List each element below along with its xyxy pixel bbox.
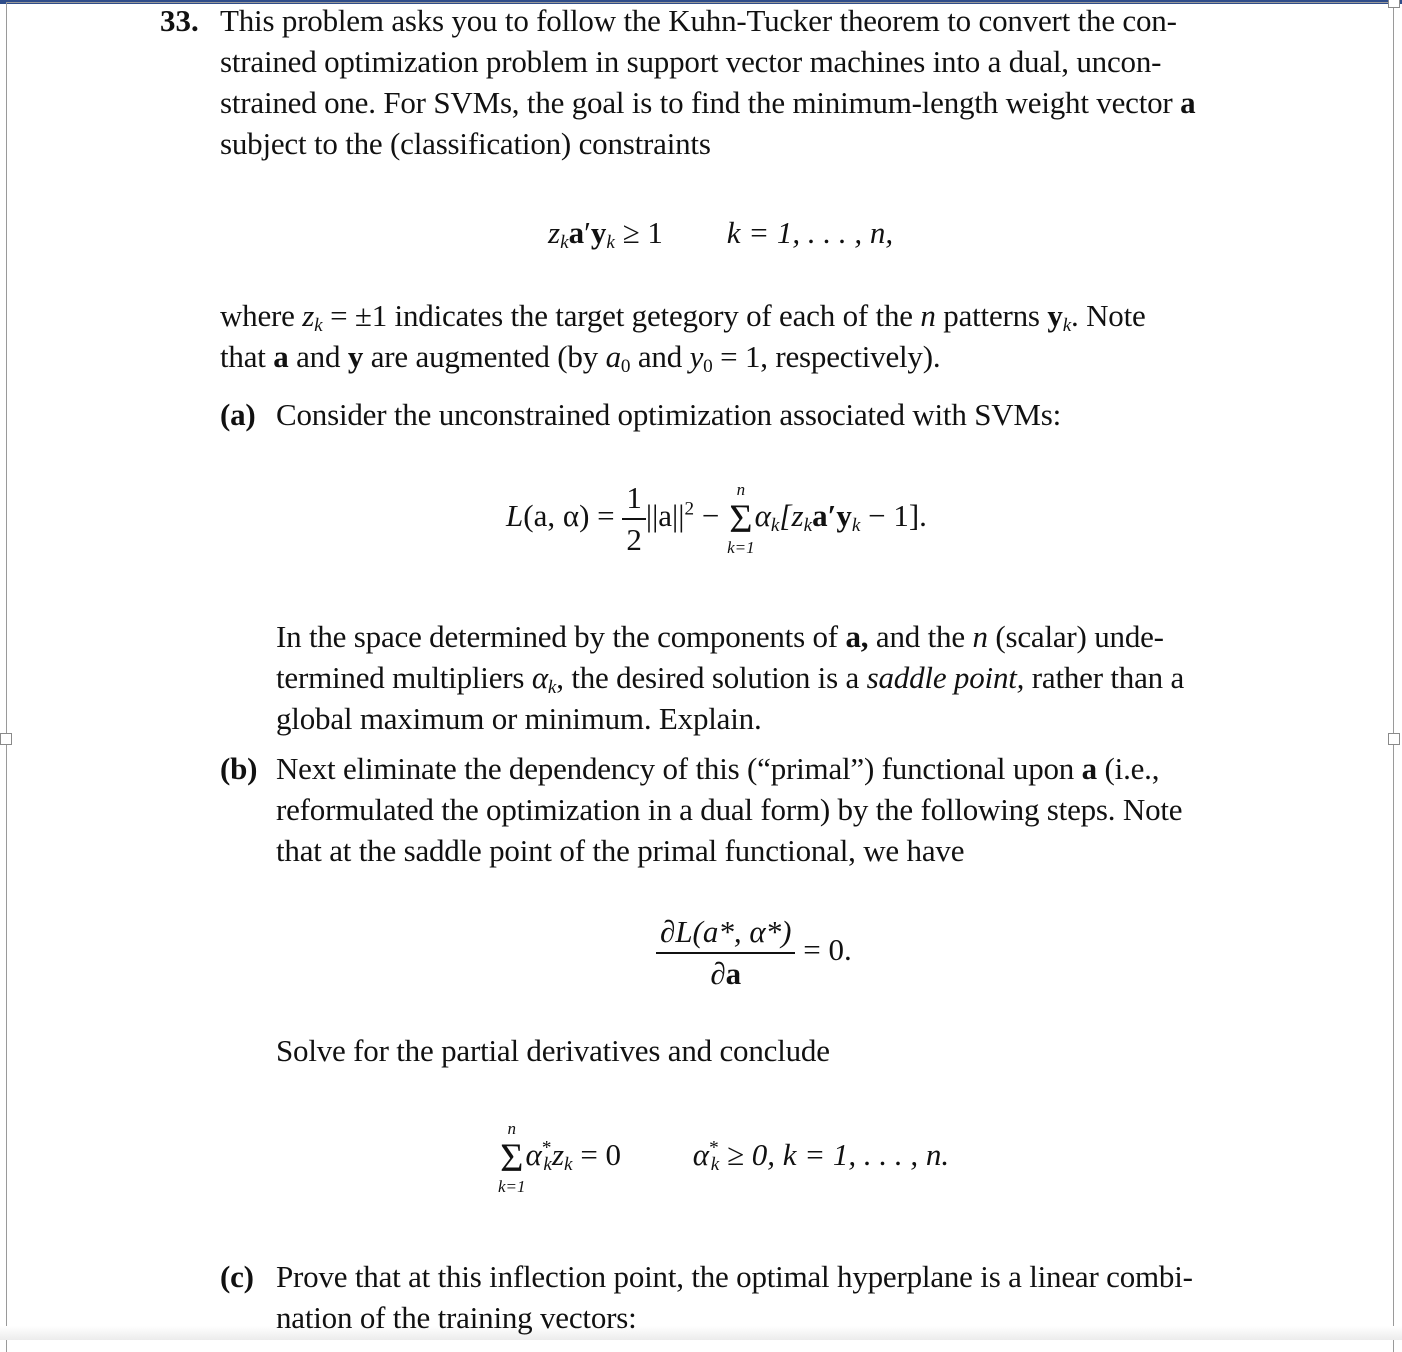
b-line1-p1: Next eliminate the dependency of this (“primal”) functional upon [276, 751, 1075, 786]
intro-line-3-text: strained one. For SVMs, the goal is to find the minimum-length weight vector [220, 85, 1173, 120]
bottom-edge-shade [0, 1326, 1402, 1340]
left-resize-handle[interactable] [0, 733, 12, 745]
lagrangian-args: (a, α) = [523, 498, 615, 534]
derivative-num: ∂L(a*, α*) [660, 914, 792, 949]
dual-z-sub: k [564, 1153, 573, 1175]
bracket-z: [z [779, 498, 804, 534]
augmented-line [220, 336, 940, 388]
explain2-p2: , the desired solution is a [556, 660, 860, 695]
dual-sum-sigma: Σ [500, 1135, 524, 1180]
constraint-range: k = 1, . . . , n, [726, 215, 894, 250]
constraint-z: z [548, 215, 561, 250]
derivative-den: ∂a [656, 952, 795, 994]
part-b-solve: Solve for the partial derivatives and conclude [276, 1033, 830, 1068]
bracket-z-sub: k [803, 514, 813, 536]
part-a-label-text: (a) [220, 397, 256, 432]
aug-p1: that [220, 339, 266, 374]
right-resize-handle[interactable] [1388, 733, 1400, 745]
explain1-p2: and the [875, 619, 965, 654]
part-b-line-3: that at the saddle point of the primal functional, we have [276, 833, 965, 868]
dual-conditions-equation [498, 1120, 949, 1196]
aug-a0: a [605, 339, 621, 374]
constraint-z-sub: k [560, 231, 569, 253]
sum-operator [727, 481, 755, 557]
intro-line-2: strained optimization problem in support vector machines into a dual, uncon- [220, 44, 1162, 79]
dual-sum-lower: k=1 [498, 1177, 526, 1196]
aug-y0: y [689, 339, 704, 374]
constraint-y-sub: k [606, 231, 615, 253]
saddle-derivative-equation [656, 912, 852, 994]
b-line1-a: a [1081, 751, 1097, 786]
where-y: y [1047, 298, 1063, 333]
weight-vector-a: a [1180, 85, 1196, 120]
explain1-n: n [972, 619, 988, 654]
dual-sum-operator [498, 1120, 526, 1196]
bracket-y-sub: k [851, 514, 861, 536]
minus-sign: − [701, 498, 720, 534]
sum-upper: n [736, 480, 746, 499]
bracket-ay: a′y [812, 498, 852, 534]
explain1-p1: In the space determined by the components of [276, 619, 838, 654]
explain2-alpha-sub: k [547, 676, 557, 698]
part-a-label [220, 394, 256, 436]
part-a-explain-3: global maximum or minimum. Explain. [276, 701, 762, 736]
where-y-sub: k [1062, 314, 1072, 336]
dual-sum-rhs: = 0 [580, 1137, 622, 1173]
part-b-label [220, 748, 257, 790]
where-p1: where [220, 298, 295, 333]
lagrangian-L: L [506, 498, 524, 534]
aug-p4: and [637, 339, 683, 374]
explain2-saddle: saddle point, [866, 660, 1025, 695]
derivative-rhs: = 0. [803, 932, 852, 968]
where-p3: patterns [943, 298, 1040, 333]
intro-line-1: This problem asks you to follow the Kuhn-Tucker theorem to convert the con- [220, 3, 1177, 38]
part-c-label-text: (c) [220, 1259, 254, 1294]
norm-squared: 2 [684, 498, 695, 520]
constraint-a: a [568, 215, 585, 250]
aug-y0-sub: 0 [703, 355, 713, 377]
norm-a: ||a|| [645, 498, 685, 534]
dual-alpha-right-star: * [709, 1137, 719, 1159]
explain1-p3: (scalar) unde- [995, 619, 1164, 654]
part-c-line-2: nation of the training vectors: [276, 1300, 637, 1335]
part-b-line-2: reformulated the optimization in a dual form) by the following steps. Note [276, 792, 1183, 827]
constraint-rhs: ≥ 1 [622, 215, 663, 250]
aug-p5: = 1, respectively). [720, 339, 941, 374]
constraint-y: y [590, 215, 607, 250]
top-right-resize-handle[interactable] [1388, 0, 1400, 8]
part-a-explain-1 [276, 616, 1164, 658]
where-z-sub: k [314, 314, 323, 336]
explain2-p3: rather than a [1031, 660, 1185, 695]
explain2-alpha: α [531, 660, 548, 695]
part-c-line-1: Prove that at this inflection point, the optimal hyperplane is a linear combi- [276, 1259, 1193, 1294]
bracket-tail: − 1]. [868, 498, 927, 534]
aug-y: y [347, 339, 364, 374]
aug-p3: are augmented (by [370, 339, 599, 374]
where-n: n [920, 298, 936, 333]
where-z: z [302, 298, 315, 333]
half-num: 1 [626, 480, 642, 515]
half-den: 2 [622, 518, 646, 560]
sum-lower: k=1 [727, 538, 755, 557]
dual-alpha-right: α [692, 1137, 710, 1173]
alpha-sub: k [770, 514, 780, 536]
dual-alpha-sub: k [543, 1153, 552, 1175]
b-line1-p2: (i.e., [1104, 751, 1160, 786]
dual-sum-upper: n [507, 1119, 517, 1138]
lagrangian-equation [506, 478, 927, 560]
part-a-text: Consider the unconstrained optimization associated with SVMs: [276, 397, 1062, 432]
dual-z: z [551, 1137, 565, 1173]
dual-alpha: α [525, 1137, 542, 1173]
explain1-a: a, [845, 619, 869, 654]
sum-sigma: Σ [729, 496, 753, 541]
where-p2: = ±1 indicates the target getegory of each of the [330, 298, 913, 333]
part-b-line-1 [276, 748, 1159, 790]
dual-nonneg-rhs: ≥ 0, k = 1, . . . , n. [726, 1137, 950, 1173]
aug-a: a [273, 339, 289, 374]
problem-number: 33. [160, 3, 199, 38]
alpha: α [754, 498, 771, 534]
constraint-prime: ′ [584, 215, 591, 250]
half-fraction [622, 478, 646, 560]
intro-line-4: subject to the (classification) constraints [220, 126, 711, 161]
dual-alpha-right-sub: k [710, 1153, 720, 1175]
where-p4: . Note [1071, 298, 1146, 333]
part-b-label-text: (b) [220, 751, 258, 786]
explain2-p1: termined multipliers [276, 660, 525, 695]
aug-p2: and [296, 339, 341, 374]
derivative-fraction [656, 912, 795, 994]
dual-alpha-star: * [541, 1137, 552, 1159]
constraint-equation [548, 213, 893, 263]
part-c-label [220, 1256, 254, 1298]
aug-a0-sub: 0 [620, 355, 631, 377]
intro-line-3 [220, 82, 1195, 124]
